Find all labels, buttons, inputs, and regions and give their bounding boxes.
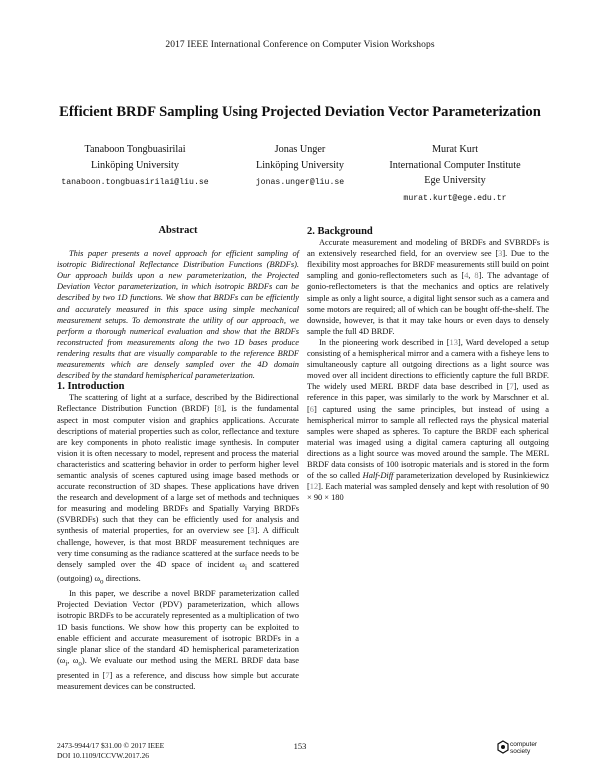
author-email: jonas.unger@liu.se <box>255 178 345 187</box>
intro-paragraph-1: The scattering of light at a surface, described by the Bidirectional Reflectance Distribution Function (BRDF) [8], is the fundamental aspect in most computer vision and graphics applications. Accurate descriptions of material properties such as color, reflectance and texture are key components in photo realistic image synthesis. In computer vision it is often necessary to model, represent and process the material characteristics and scattering behavior in order to perform higher level semantic analysis of scenes captured using image based methods or accurate reconstruction of 3D shapes. These applications have driven the research and development of a large set of methods and techniques for measuring and modeling BRDFs and Spatially Varying BRDFs (SVBRDFs) such that they can be efficiently used for analysis and synthesis of material properties, for an overview see [3]. A difficult challenge, however, is that most BRDF measurement techniques are very time consuming as the radiance scattered at the surface needs to be densely sampled over the 4D space of incident $\omega_i$ and scattered (outgoing) $\omega_o$ directions. <box>57 393 299 587</box>
doi-line[interactable]: DOI 10.1109/ICCVW.2017.26 <box>57 751 149 760</box>
right-column <box>307 226 549 503</box>
author-affiliation-2: Ege University <box>424 175 486 186</box>
citation[interactable]: 6 <box>309 404 314 414</box>
abstract-section <box>57 225 299 381</box>
issn-line: 2473-9944/17 $31.00 © 2017 IEEE <box>57 741 165 750</box>
background-paragraph-2: In the pioneering work described in [13], Ward developed a setup consisting of a hemispherical mirror and a camera with a fisheye lens to simultaneously capture all outgoing directions as a light source was moved over all incident directions to efficiently capture the full BRDF. The widely used MERL BRDF data base described in [7], used as reference in this paper, was similarly to the work by Marschner et al. [6] captured using the same principles, but instead of using a hemispherical mirror to sample all reflected rays the physical material samples were shaped as spheres. To capture the BRDF each spherical material was imaged using a digital camera capturing all outgoing directions as a light source was moved around the sample. The MERL BRDF data consists of 100 isotropic materials and is stored in the form of the so called Half-Diff parameterization developed by Rusinkiewicz [12]. Each material was sampled densely and kept with resolution of 90 × 90 × 180 <box>307 337 549 503</box>
citation[interactable]: 8 <box>217 404 222 414</box>
abstract-text: This paper presents a novel approach for efficient sampling of isotropic Bidirectional Reflectance Distribution Functions (BRDFs). Our approach builds upon a new parameterization, the Projected Deviation Vector parameterization, in which isotropic BRDFs can be described by two 1D functions. We show that BRDFs can be efficiently and accurately measured in this space using simple mechanical measurement setups. To demonstrate the utility of our approach, we perform a thorough numerical evaluation and show that the BRDFs reconstructed from measurements along the two 1D bases produce rendering results that are visually comparable to the reference BRDF measurements which are densely sampled over the 4D domain described by the standard hemispherical parameterization. <box>57 249 299 381</box>
citation[interactable]: 3 <box>250 526 255 536</box>
author-3 <box>355 142 555 208</box>
author-1 <box>50 142 220 192</box>
author-affiliation: International Computer Institute <box>389 159 521 171</box>
author-email: tanaboon.tongbuasirilai@liu.se <box>61 178 209 187</box>
author-email: murat.kurt@ege.edu.tr <box>403 193 507 203</box>
background-heading: 2. Background <box>307 226 373 237</box>
introduction-heading: 1. Introduction <box>57 381 125 393</box>
computer-society-icon <box>496 740 510 760</box>
author-name: Jonas Unger <box>274 144 326 155</box>
citation[interactable]: 8 <box>474 271 479 281</box>
author-name: Murat Kurt <box>431 144 479 155</box>
background-paragraph-1: Accurate measurement and modeling of BRDFs and SVBRDFs is an extensively researched field, for an overview see [3]. Due to the flexibility most approaches for BRDF measurements still build on point sampling and gonio-reflectometers such as [4, 8]. The advantage of gonio-reflectometers is that the mechanics and optics are relatively simple as only a light source, a digital light sensor such as a camera and some motors are required; all of which can be bought off-the-shelf. The downside, however, is that it may take hours or even days to densely sample the full 4D BRDF. <box>307 238 549 336</box>
author-name: Tanaboon Tongbuasirilai <box>84 144 186 155</box>
author-affiliation: Linköping University <box>90 159 179 171</box>
abstract-heading: Abstract <box>158 225 198 236</box>
citation[interactable]: 7 <box>509 382 514 392</box>
author-affiliation: Linköping University <box>255 159 344 171</box>
page-number: 153 <box>293 741 307 751</box>
computer-society-logo <box>496 740 556 764</box>
paper-title: Efficient BRDF Sampling Using Projected Deviation Vector Parameterization <box>59 104 541 120</box>
citation[interactable]: 4 <box>464 271 469 281</box>
citation[interactable]: 3 <box>498 249 503 259</box>
citation[interactable]: 12 <box>309 482 319 492</box>
citation[interactable]: 7 <box>105 670 110 680</box>
conference-header: 2017 IEEE International Conference on Computer Vision Workshops <box>165 40 435 50</box>
logo-text: computer society <box>510 741 538 755</box>
intro-paragraph-2-start: In this paper, we describe a novel BRDF parameterization called Projected Deviation Vector (PDV) parameterization, which allows isotropic BRDFs to be accurately represented as a multiplication of two 1D basis functions. We show how this property can be exploited to enable efficient and accurate measurement of isotropic BRDFs in a single planar slice of the standard 4D hemispherical parameterization ($\omega_i$, $\omega_o$). We evaluate our method using the MERL BRDF data base presented in [7] as a reference, and discuss how simple but accurate measurement devices can be constructed. <box>57 589 300 691</box>
left-column <box>57 222 299 692</box>
citation[interactable]: 13 <box>449 337 458 347</box>
